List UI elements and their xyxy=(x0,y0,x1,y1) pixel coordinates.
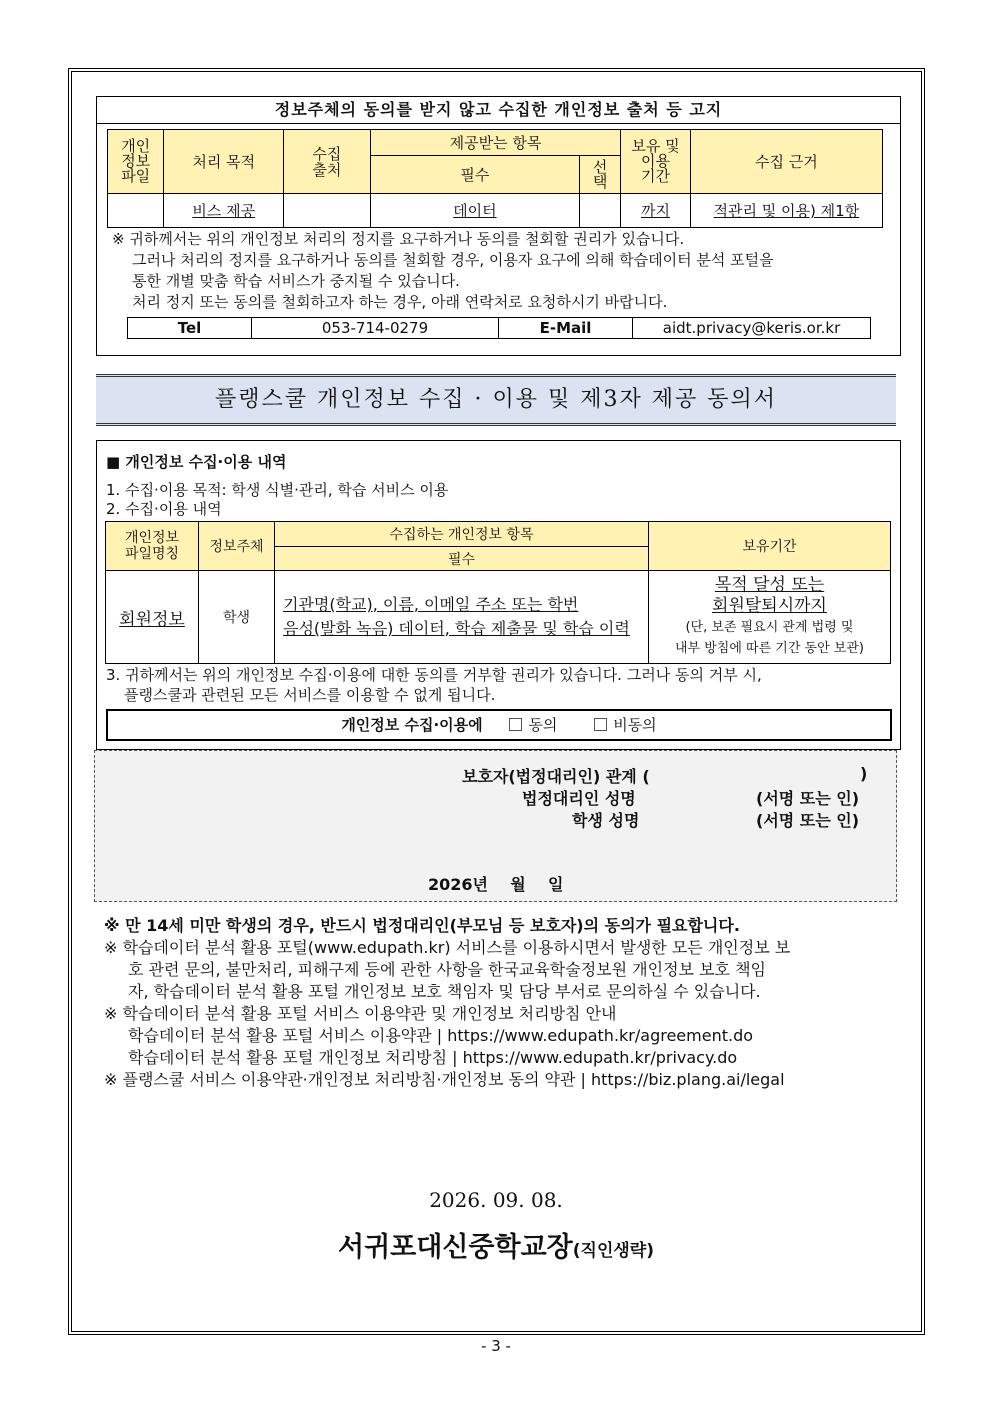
disagree-text: 비동의 xyxy=(613,716,657,734)
footnote-2a: ※ 학습데이터 분석 활용 포털(www.edupath.kr) 서비스를 이용하시면서 발생한 모든 개인정보 보 xyxy=(104,938,791,957)
agree-label: 개인정보 수집·이용에 xyxy=(341,716,483,734)
consent-item-2: 2. 수집·이용 내역 xyxy=(106,500,222,518)
consent-header-items: 수집하는 개인정보 항목 xyxy=(275,522,649,547)
consent-cell-items xyxy=(275,571,649,664)
notice-note-1: ※ 귀하께서는 위의 개인정보 처리의 정지를 요구하거나 동의를 철회할 권리가 있습니다. xyxy=(112,230,685,248)
cell-optional xyxy=(580,194,621,228)
consent-cell-file: 회원정보 xyxy=(106,571,199,664)
consent-header-required: 필수 xyxy=(275,547,649,571)
legal-rep-name-label: 법정대리인 성명 xyxy=(522,789,636,808)
cell-required: 데이터 xyxy=(370,194,579,228)
contact-table xyxy=(127,317,871,339)
consent-cell-subject: 학생 xyxy=(199,571,275,664)
email-value: aidt.privacy@keris.or.kr xyxy=(633,318,871,339)
notice-note-2: 그러나 처리의 정지를 요구하거나 동의를 철회할 경우, 이용자 요구에 의해 학습데이터 분석 포털을 xyxy=(132,251,774,269)
consent-item-3b: 플랭스쿨과 관련된 모든 서비스를 이용할 수 없게 됩니다. xyxy=(124,686,496,704)
consent-header-file: 개인정보 파일명칭 xyxy=(106,522,199,571)
consent-table xyxy=(105,521,891,664)
cell-purpose: 비스 제공 xyxy=(164,194,284,228)
footnote-1: ※ 만 14세 미만 학생의 경우, 반드시 법정대리인(부모님 등 보호자)의 동의가 필요합니다. xyxy=(104,916,740,935)
header-provided: 제공받는 항목 xyxy=(370,130,621,156)
student-sign: (서명 또는 인) xyxy=(756,811,860,830)
cell-period: 까지 xyxy=(621,194,690,228)
signature-date: 2026년 월 일 xyxy=(428,875,564,894)
consent-items-line-2: 음성(발화 녹음) 데이터, 학습 제출물 및 학습 이력 xyxy=(283,619,630,638)
period-line-4: 내부 방침에 따른 기간 동안 보관) xyxy=(675,641,864,656)
consent-item-3a: 3. 귀하께서는 위의 개인정보 수집·이용에 대한 동의를 거부할 권리가 있습니다. 그러나 동의 거부 시, xyxy=(106,666,762,684)
header-source: 수집 출처 xyxy=(284,130,371,194)
closing-date: 2026. 09. 08. xyxy=(429,1188,563,1212)
student-name-label: 학생 성명 xyxy=(572,811,640,830)
header-period: 보유 및 이용 기간 xyxy=(621,130,690,194)
disagree-checkbox[interactable] xyxy=(594,718,607,731)
cell-file xyxy=(108,194,164,228)
footnote-3a: 학습데이터 분석 활용 포털 서비스 이용약관 | https://www.edupath.kr/agreement.do xyxy=(128,1026,754,1045)
page-number: - 3 - xyxy=(481,1337,511,1355)
cell-basis: 적관리 및 이용) 제1항 xyxy=(690,194,882,228)
guardian-relation-label: 보호자(법정대리인) 관계 ( xyxy=(462,767,650,786)
notice-note-3: 통한 개별 맞춤 학습 서비스가 중지될 수 있습니다. xyxy=(132,272,460,290)
header-required: 필수 xyxy=(370,156,579,194)
notice-table xyxy=(107,129,883,228)
cell-source xyxy=(284,194,371,228)
legal-rep-sign: (서명 또는 인) xyxy=(756,789,860,808)
notice-note-4: 처리 정지 또는 동의를 철회하고자 하는 경우, 아래 연락처로 요청하시기 바랍니다. xyxy=(132,293,668,311)
consent-items-line-1: 기관명(학교), 이름, 이메일 주소 또는 학번 xyxy=(283,595,579,614)
guardian-relation-close: ) xyxy=(860,764,868,783)
closing-signature xyxy=(0,1225,992,1264)
header-purpose: 처리 목적 xyxy=(164,130,284,194)
notice-title: 정보주체의 동의를 받지 않고 수집한 개인정보 출처 등 고지 xyxy=(97,97,900,124)
header-optional: 선 택 xyxy=(580,156,621,194)
tel-value: 053-714-0279 xyxy=(252,318,499,339)
footnote-3: ※ 학습데이터 분석 활용 포털 서비스 이용약관 및 개인정보 처리방침 안내 xyxy=(104,1004,617,1023)
header-basis: 수집 근거 xyxy=(690,130,882,194)
principal-title: 서귀포대신중학교장 xyxy=(338,1232,573,1263)
consent-cell-period xyxy=(649,571,891,664)
tel-label: Tel xyxy=(128,318,252,339)
period-line-3: (단, 보존 필요시 관계 법령 및 xyxy=(685,620,854,635)
agree-row xyxy=(106,709,892,741)
footnote-4: ※ 플랭스쿨 서비스 이용약관·개인정보 처리방침·개인정보 동의 약관 | https://biz.plang.ai/legal xyxy=(104,1070,785,1089)
email-label: E-Mail xyxy=(499,318,633,339)
section-title: ■ 개인정보 수집·이용 내역 xyxy=(106,453,287,471)
consent-item-1: 1. 수집·이용 목적: 학생 식별·관리, 학습 서비스 이용 xyxy=(106,481,449,499)
footnote-2c: 자, 학습데이터 분석 활용 포털 개인정보 보호 책임자 및 담당 부서로 문의하실 수 있습니다. xyxy=(128,982,761,1001)
consent-header-subject: 정보주체 xyxy=(199,522,275,571)
header-file: 개인 정보 파일 xyxy=(108,130,164,194)
period-line-1: 목적 달성 또는 xyxy=(714,575,825,595)
agree-checkbox[interactable] xyxy=(509,718,522,731)
agree-text: 동의 xyxy=(528,716,558,734)
seal-note: (직인생략) xyxy=(572,1241,654,1261)
footnote-2b: 호 관련 문의, 불만처리, 피해구제 등에 관한 사항을 한국교육학술정보원 개인정보 보호 책임 xyxy=(128,960,766,979)
consent-banner: 플랭스쿨 개인정보 수집 · 이용 및 제3자 제공 동의서 xyxy=(96,374,896,426)
footnote-3b: 학습데이터 분석 활용 포털 개인정보 처리방침 | https://www.edupath.kr/privacy.do xyxy=(128,1048,738,1067)
consent-header-period: 보유기간 xyxy=(649,522,891,571)
period-line-2: 회원탈퇴시까지 xyxy=(712,596,827,616)
